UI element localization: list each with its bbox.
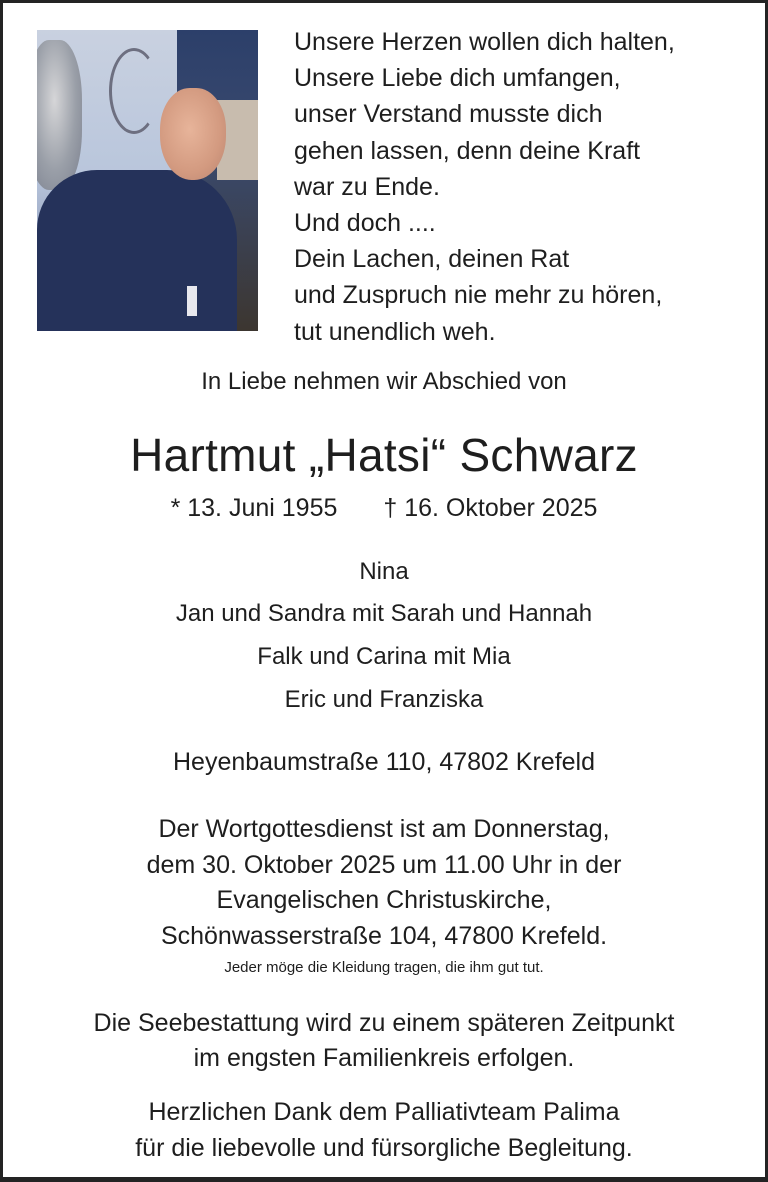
birth-date: * 13. Juni 1955	[170, 494, 338, 522]
service-line: dem 30. Oktober 2025 um 11.00 Uhr in der	[146, 850, 622, 879]
family-address: Heyenbaumstraße 110, 47802 Krefeld	[172, 748, 596, 776]
poem-line: Unsere Herzen wollen dich halten,	[294, 28, 675, 56]
burial-note	[3, 1006, 765, 1076]
service-details	[3, 812, 765, 954]
poem-line: tut unendlich weh.	[294, 317, 496, 346]
burial-line: Die Seebestattung wird zu einem späteren Zeitpunkt	[93, 1009, 675, 1037]
family-member: Falk und Carina mit Mia	[257, 643, 511, 670]
service-line: Evangelischen Christuskirche,	[216, 886, 552, 914]
poem-line: Dein Lachen, deinen Rat	[294, 245, 570, 274]
burial-line: im engsten Familienkreis erfolgen.	[193, 1044, 575, 1072]
photo-lanyard-badge	[187, 286, 197, 316]
poem-line: und Zuspruch nie mehr zu hören,	[294, 281, 663, 310]
intro-text: In Liebe nehmen wir Abschied von	[201, 368, 567, 395]
portrait-photo	[37, 30, 258, 331]
photo-figure-head	[160, 88, 226, 180]
poem-line: unser Verstand musste dich	[294, 100, 603, 129]
service-line: Der Wortgottesdienst ist am Donnerstag,	[158, 815, 610, 843]
thanks-line: für die liebevolle und fürsorgliche Begleitung.	[135, 1134, 633, 1162]
poem-line: Und doch ....	[294, 209, 436, 238]
thanks-line: Herzlichen Dank dem Palliativteam Palima	[148, 1098, 620, 1126]
family-member: Nina	[359, 558, 409, 585]
thanks-note	[3, 1094, 765, 1166]
service-line: Schönwasserstraße 104, 47800 Krefeld.	[160, 921, 608, 950]
photo-figure-body	[37, 170, 237, 331]
poem	[294, 24, 675, 350]
life-dates	[3, 494, 765, 523]
photo-logo	[109, 48, 159, 134]
deceased-name: Hartmut „Hatsi“ Schwarz	[130, 429, 638, 481]
poem-line: war zu Ende.	[294, 172, 440, 201]
family-member: Jan und Sandra mit Sarah und Hannah	[175, 600, 593, 627]
photo-blurred-face	[37, 40, 82, 190]
poem-line: Unsere Liebe dich umfangen,	[294, 64, 621, 93]
dress-note: Jeder möge die Kleidung tragen, die ihm gut tut.	[224, 959, 544, 976]
poem-line: gehen lassen, denn deine Kraft	[294, 136, 641, 165]
family-member: Eric und Franziska	[284, 686, 484, 713]
death-date: † 16. Oktober 2025	[383, 494, 598, 522]
